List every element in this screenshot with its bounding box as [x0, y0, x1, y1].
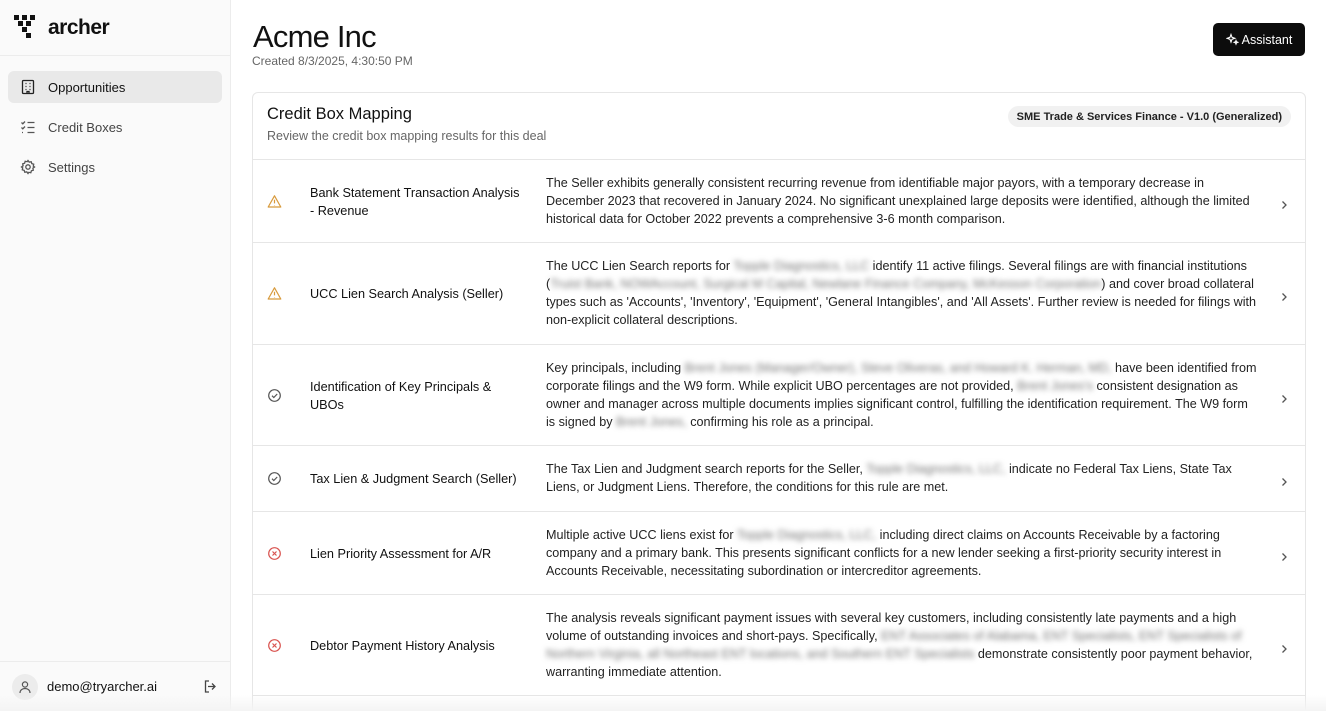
description-text: confirming his role as a principal.	[686, 415, 874, 429]
credit-box-version-badge: SME Trade & Services Finance - V1.0 (Generalized)	[1008, 106, 1291, 127]
assistant-button[interactable]	[1213, 23, 1305, 56]
building-icon	[20, 79, 36, 95]
description-text: consistent designation as owner and manager across multiple documents implies significant control, fulfilling the identification requirement. The W9 form is signed by	[546, 379, 1248, 429]
description-text: Multiple active UCC liens exist for	[546, 528, 737, 542]
description-text: The analysis reveals significant payment issues with several key customers, including consistently late payments and a high volume of outstanding invoices and short-pays. Specifically,	[546, 611, 1237, 643]
mapping-row-name-text: Bank Statement Transaction Analysis - Revenue	[310, 185, 520, 218]
mapping-row-name	[310, 243, 520, 345]
card-header	[253, 93, 1305, 160]
mapping-row-name-text: Lien Priority Assessment for A/R	[310, 546, 492, 561]
sidebar	[0, 0, 231, 711]
gear-icon	[20, 159, 36, 175]
warning-icon	[267, 194, 282, 209]
mapping-row-description	[546, 609, 1258, 681]
sidebar-item-settings[interactable]	[8, 151, 222, 183]
sidebar-item-label: Opportunities	[48, 79, 126, 95]
mapping-row-description	[546, 257, 1258, 329]
page-title: Acme Inc	[253, 19, 376, 54]
description-text: The UCC Lien Search reports for	[546, 259, 734, 273]
chevron-right-icon[interactable]	[1279, 289, 1289, 299]
redacted-text: Topple Diagnostics, LLC,	[866, 462, 1006, 476]
mapping-row-description	[546, 359, 1258, 431]
description-text: The Seller exhibits generally consistent recurring revenue from identifiable major payors, with a temporary decrease in December 2023 that recovered in January 2024. No significant unexplained large deposits were identified, although the limited historical data for October 2022 prevents a comprehensive 3-6 month comparison.	[546, 176, 1250, 226]
mapping-row-name	[310, 512, 520, 595]
redacted-text: Brent Jones (Manager/Owner), Steve Oliveras, and Howard K. Herman, MD,	[684, 361, 1112, 375]
redacted-text: Topple Diagnostics, LLC	[733, 259, 870, 273]
mapping-row-description	[546, 460, 1258, 496]
redacted-text: Topple Diagnostics, LLC,	[736, 528, 877, 542]
chevron-right-icon[interactable]	[1279, 549, 1289, 559]
card-title: Credit Box Mapping	[267, 105, 412, 123]
user-email: demo@tryarcher.ai	[47, 679, 158, 694]
description-text: demonstrate consistently poor payment behavior, warranting immediate attention.	[546, 647, 1253, 679]
description-text: have been identified from corporate filings and the W9 form. While explicit UBO percentages are not provided,	[546, 361, 1257, 393]
description-text: identify 11 active filings. Several filings are with financial institutions (	[546, 259, 1247, 291]
mapping-row[interactable]	[253, 160, 1305, 243]
mapping-row[interactable]	[253, 512, 1305, 595]
brand[interactable]	[0, 0, 230, 56]
sidebar-item-label: Credit Boxes	[48, 119, 123, 135]
redacted-text: Truist Bank, NOWAccount, Surgical M Capital, Newlane Finance Company, McKesson Corporation	[550, 277, 1102, 291]
redacted-text: ENT Associates of Alabama, ENT Specialists, ENT Specialists of Northern Virginia, all Northeast ENT locations, and Southern ENT Specialists	[546, 629, 1242, 661]
sidebar-item-label: Settings	[48, 159, 95, 175]
mapping-row-name	[310, 446, 520, 512]
mapping-row-name-text: UCC Lien Search Analysis (Seller)	[310, 287, 504, 301]
mapping-row-name	[310, 345, 520, 446]
description-text: The Tax Lien and Judgment search reports for the Seller,	[546, 462, 867, 476]
warning-icon	[267, 286, 282, 301]
sidebar-item-opportunities[interactable]	[8, 71, 222, 103]
sparkle-icon	[1226, 33, 1239, 46]
mapping-row-name-text: Identification of Key Principals & UBOs	[310, 379, 492, 412]
created-timestamp: Created 8/3/2025, 4:30:50 PM	[252, 54, 413, 68]
bottom-fade	[0, 695, 1326, 711]
credit-box-mapping-card	[252, 92, 1306, 711]
user-icon	[18, 680, 32, 694]
main-content	[231, 0, 1326, 711]
description-text: ) and cover broad collateral types such as 'Accounts', 'Inventory', 'Equipment', 'General Intangibles', and 'All Assets'. Further review is needed for filings with non-explicit collateral descriptions.	[546, 277, 1257, 327]
card-subtitle: Review the credit box mapping results for this deal	[267, 129, 547, 143]
brand-name: archer	[48, 15, 110, 39]
mapping-row-name-text: Tax Lien & Judgment Search (Seller)	[310, 472, 517, 486]
mapping-row-name-text: Debtor Payment History Analysis	[310, 638, 495, 653]
mapping-row-name	[310, 160, 520, 243]
archer-logo-icon	[14, 15, 40, 41]
x-circle-icon	[267, 546, 282, 561]
mapping-row[interactable]	[253, 243, 1305, 345]
mapping-row-description	[546, 174, 1258, 228]
check-circle-icon	[267, 388, 282, 403]
description-text: including direct claims on Accounts Receivable by a factoring company and a primary bank. This presents significant conflicts for a new lender seeking a first-priority security interest in Accounts Receivable, necessitating subordination or intercreditor agreements.	[546, 528, 1222, 578]
chevron-right-icon[interactable]	[1279, 391, 1289, 401]
mapping-row-name	[310, 595, 520, 696]
sidebar-item-credit-boxes[interactable]	[8, 111, 222, 143]
description-text: indicate no Federal Tax Liens, State Tax Liens, or Judgment Liens. Therefore, the conditions for this rule are met.	[546, 462, 1232, 494]
mapping-results-list	[253, 160, 1305, 696]
chevron-right-icon[interactable]	[1279, 197, 1289, 207]
mapping-row[interactable]	[253, 345, 1305, 446]
chevron-right-icon[interactable]	[1279, 641, 1289, 651]
mapping-row-description	[546, 526, 1258, 580]
sidebar-nav	[0, 56, 230, 206]
checklist-icon	[20, 119, 36, 135]
check-circle-icon	[267, 471, 282, 486]
mapping-row[interactable]	[253, 595, 1305, 696]
redacted-text: Brent Jones,	[616, 415, 687, 429]
chevron-right-icon[interactable]	[1279, 474, 1289, 484]
mapping-row[interactable]	[253, 446, 1305, 512]
assistant-label: Assistant	[1241, 32, 1293, 47]
redacted-text: Brent Jones's	[1017, 379, 1094, 393]
x-circle-icon	[267, 638, 282, 653]
description-text: Key principals, including	[546, 361, 685, 375]
